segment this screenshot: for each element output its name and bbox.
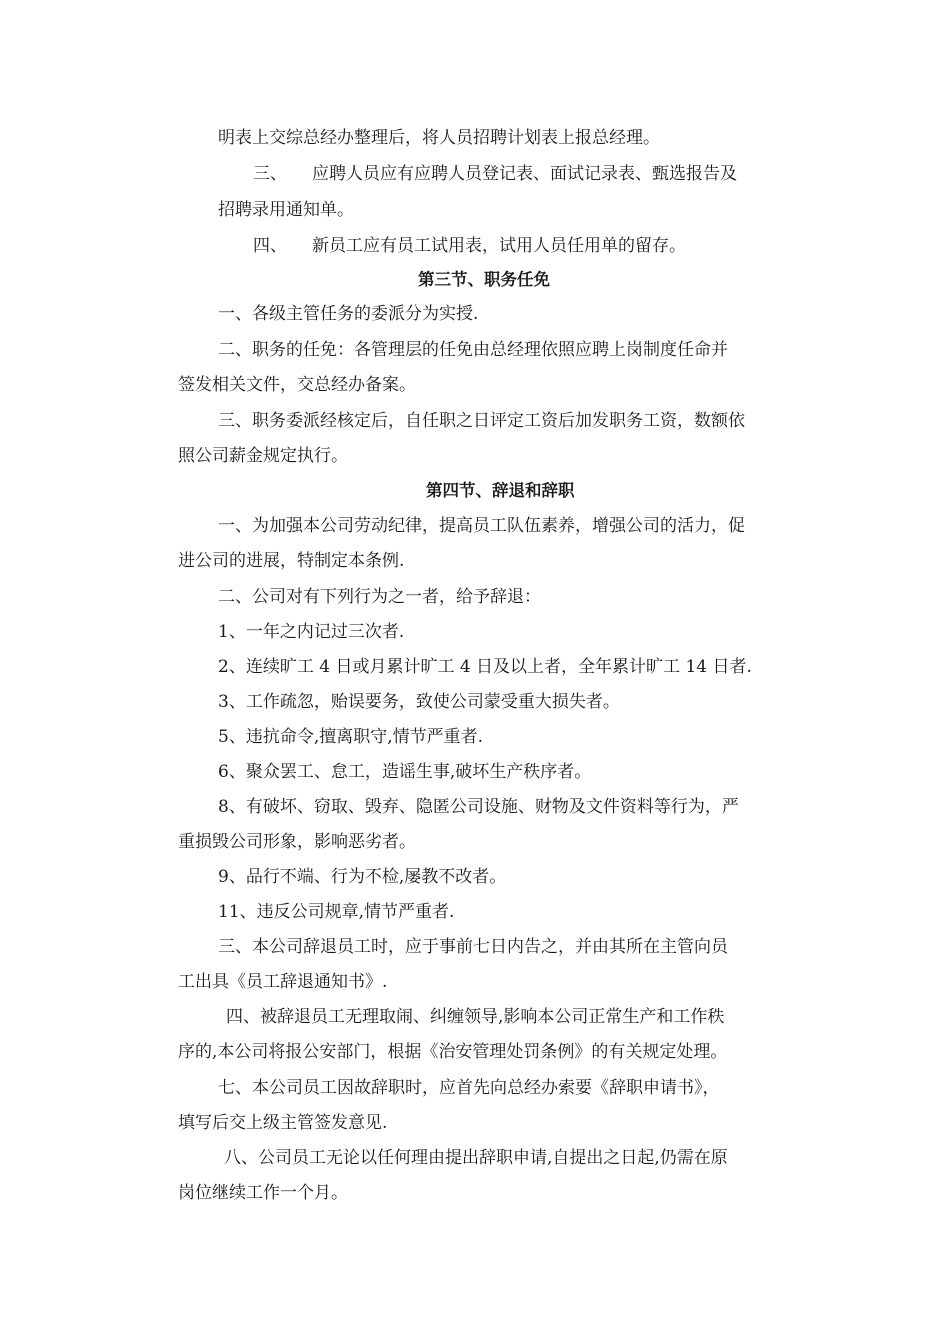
paragraph-line: 七、本公司员工因故辞职时，应首先向总经办索要《辞职申请书》， [218, 1078, 720, 1098]
paragraph-line: 四、被辞退员工无理取闹、纠缠领导,影响本公司正常生产和工作秩 [226, 1007, 725, 1027]
paragraph-line: 岗位继续工作一个月。 [178, 1183, 348, 1203]
paragraph-line: 招聘录用通知单。 [218, 200, 354, 220]
section-heading: 第四节、辞退和辞职 [426, 481, 575, 500]
list-item: 8、有破坏、窃取、毁弃、隐匿公司设施、财物及文件资料等行为，严 [218, 797, 739, 817]
paragraph-line: 序的,本公司将报公安部门，根据《治安管理处罚条例》的有关规定处理。 [178, 1042, 728, 1062]
paragraph-line: 三、本公司辞退员工时，应于事前七日内告之，并由其所在主管向员 [218, 937, 728, 957]
list-item: 5、违抗命令,擅离职守,情节严重者. [218, 727, 484, 747]
list-item: 2、连续旷工 4 日或月累计旷工 4 日及以上者，全年累计旷工 14 日者. [218, 657, 752, 677]
paragraph-line: 明表上交综总经办整理后，将人员招聘计划表上报总经理。 [218, 128, 660, 148]
paragraph-line: 一、各级主管任务的委派分为实授. [218, 304, 479, 324]
list-item: 11、违反公司规章,情节严重者. [218, 902, 455, 922]
paragraph-line: 一、为加强本公司劳动纪律，提高员工队伍素养，增强公司的活力，促 [218, 516, 745, 536]
paragraph-line: 应聘人员应有应聘人员登记表、面试记录表、甄选报告及 [312, 164, 737, 184]
paragraph-line: 进公司的进展，特制定本条例. [178, 551, 405, 571]
list-number: 四、 [253, 236, 287, 256]
list-item: 3、工作疏忽，贻误要务，致使公司蒙受重大损失者。 [218, 692, 620, 712]
list-item: 9、品行不端、行为不检,屡教不改者。 [218, 867, 507, 887]
list-item: 重损毁公司形象，影响恶劣者。 [178, 832, 416, 852]
list-number: 三、 [253, 164, 287, 184]
paragraph-line: 工出具《员工辞退通知书》. [178, 972, 388, 992]
section-heading: 第三节、职务任免 [418, 270, 550, 289]
paragraph-line: 二、职务的任免：各管理层的任免由总经理依照应聘上岗制度任命并 [218, 340, 728, 360]
paragraph-line: 填写后交上级主管签发意见. [178, 1113, 388, 1133]
paragraph-line: 八、公司员工无论以任何理由提出辞职申请,自提出之日起,仍需在原 [224, 1148, 728, 1168]
paragraph-line: 签发相关文件，交总经办备案。 [178, 375, 416, 395]
paragraph-line: 照公司薪金规定执行。 [178, 446, 348, 466]
list-item: 6、聚众罢工、怠工，造谣生事,破坏生产秩序者。 [218, 762, 592, 782]
paragraph-line: 新员工应有员工试用表，试用人员任用单的留存。 [312, 236, 686, 256]
paragraph-line: 二、公司对有下列行为之一者，给予辞退： [218, 587, 541, 607]
list-item: 1、一年之内记过三次者. [218, 622, 405, 642]
paragraph-line: 三、职务委派经核定后，自任职之日评定工资后加发职务工资，数额依 [218, 411, 745, 431]
